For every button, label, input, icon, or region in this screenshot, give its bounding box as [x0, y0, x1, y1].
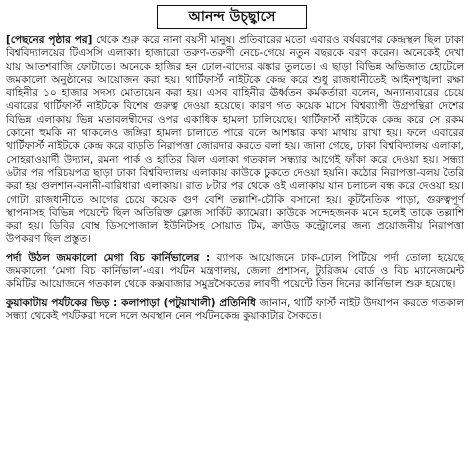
continuation-marker: [পেছনের পৃষ্ঠার পর] [6, 34, 93, 46]
paragraph-1-text: থেকে শুরু করে নানা বয়সী মানুষ। প্রতিবারের মতো এবারও বর্ষবরণের কেন্দ্রস্থল ছিল ঢাকা বিশ্ববিদ্যালয়ের টিএসসি এলাকা। হাজারো তরুণ-তরুণী নেচে-গেয়ে নতুন বছরকে বরণ করেন। অনেকেই দেখা যায় আতশবাজি ফোটাতে। অনেকে হাজির হন ঢোল-বাদ্যের ঝঙ্কার তুলতে। এ ছাড়া বিভিন্ন অভিজাত হোটেলে জমকালো অনুষ্ঠানের আয়োজন করা হয়। থার্টিফার্স্ট নাইটকে কেন্দ্র করে শুধু রাজধানীতেই আইনশৃঙ্খলা রক্ষা বাহিনীর ১০ হাজার সদস্য মোতায়েন করা হয়। এসব বাহিনীর ঊর্ধ্বতন কর্মকর্তারা বলেন, অন্যান্যবারের চেয়ে এবারের থার্টিফার্স্ট নাইটকে বিশেষ গুরুত্ব দেওয়া হয়েছে। কারণ গত কয়েক মাসে বিশ্বব্যাপী উগ্রপন্থিরা দেশের বিভিন্ন এলাকায় ভিন্ন মতাবলম্বীদের ওপর একাধিক হামলা চালিয়েছে। থার্টিফার্স্ট নাইটকে কেন্দ্র করে সে রকম কোনো হুমকি না থাকলেও জঙ্গিরা হামলা চালাতে পারে বলে আশঙ্কার কথা মাথায় রাখা হয়। ফলে এবারের থার্টিফার্স্ট নাইটকে কেন্দ্র করে বাড়তি নিরাপত্তা জোরদার করতে বলা হয়। জানা গেছে, ঢাকা বিশ্ববিদ্যালয় এলাকা, সোহরাওয়ার্দী উদ্যান, রমনা পার্ক ও হাতির ঝিল এলাকা গতকাল সন্ধ্যার আগেই ফাঁকা করে দেওয়া হয়। সন্ধ্যা ৬টার পর পরিচয়পত্র ছাড়া ঢাকা বিশ্ববিদ্যালয় এলাকায় কাউকে ঢুকতে দেওয়া হয়নি। কঠোর নিরাপত্তা-বলয় তৈরি করা হয় গুলশান-বনানী-বারিধারা এলাকায়। রাত ৮টার পর থেকে ওই এলাকায় যান চলাচল বন্ধ করে দেওয়া হয়। গোটা রাজধানীতে আগের চেয়ে কয়েক গুণ বেশি তল্লাশি-চৌকি বসানো হয়। কূটনৈতিক পাড়া, গুরুত্বপূর্ণ স্থাপনাসহ বিভিন্ন পয়েন্টে ছিল অতিরিক্ত ক্লোজ সার্কিট ক্যামেরা। কাউকে সন্দেহজনক মনে হলেই তাকে তল্লাশি করা হয়। ডিবির বোম্ব ডিসপোজাল ইউনিটসহ সোয়াত টিম, ক্রাউড কন্ট্রোলের জন্য প্রয়োজনীয় নিরাপত্তা উপকরণ ছিল প্রস্তুত। [6, 34, 464, 246]
subheading-kuakata: কুয়াকাটায় পর্যটকের ভিড় : [6, 296, 118, 309]
paragraph-2-text: ব্যাপক আয়োজনে ঢাক-ঢোল পিটিয়ে পর্দা তোলা হয়েছে জমকালো ‘মেগা বিচ কার্নিভাল’-এর। পর্যটন মন্ত্রণালয়, জেলা প্রশাসন, ট্যুরিজম বোর্ড ও বিচ ম্যানেজমেন্ট কমিটির আয়োজনে গতকাল থেকে কক্সবাজার সমুদ্রসৈকতের লাবণী পয়েন্টে তিন দিনের কার্নিভাল শুরু হয়েছে। [6, 251, 464, 291]
subheading-beach-carnival: পর্দা উঠল জমকালো মেগা বিচ কার্নিভালের : [6, 251, 211, 264]
paragraph-3-text: জানান, থার্টি ফার্স্ট নাইট উদযাপন করতে গতকাল সন্ধ্যা থেকেই পর্যটকরা দলে দলে অবস্থান নেন পর্যটনকেন্দ্র কুয়াকাটার সৈকতে। [6, 296, 464, 322]
article-body [6, 34, 464, 323]
paragraph-1 [6, 34, 464, 247]
paragraph-3 [6, 297, 464, 324]
paragraph-2 [6, 252, 464, 292]
dateline-place: কলাপাড়া (পটুয়াখালী) [117, 296, 220, 309]
dateline-source: প্রতিনিধি [219, 296, 256, 309]
headline: আনন্দ উচ্ছ্বাসে [188, 9, 276, 25]
headline-box [157, 5, 307, 29]
